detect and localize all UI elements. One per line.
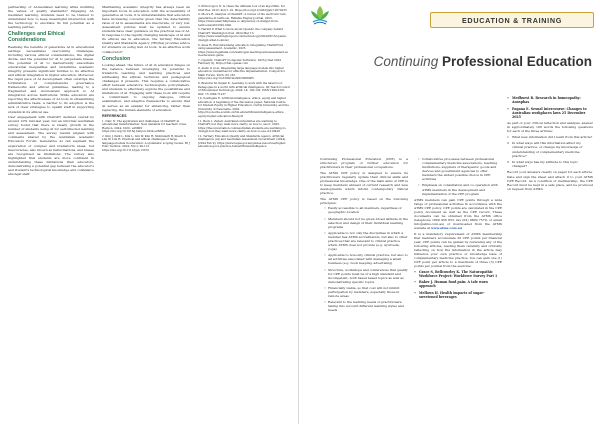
reference-item: 2. Kim J, Park L, Kim L, Lim W, Kim H, Mohinderh B, Sharit S, Lim W, Lim H. Practical and ethical challenges of large language models in education: A systematic scoping review. Br J Educ Technol. 2024; 55(1): 90-112. https://doi.org/10.1111/bjet.13370 [102, 133, 190, 152]
principle-item: • Structure, workshops and conferences that qualify for CPE points must be of a high standard and incompetent, both based based topics as well as demonstrating specific topics [324, 268, 408, 284]
conclusion-paragraph: Looking ahead, the future of AI in education hinges on the balance between leveraging its potential to transform teaching and learning practices and addressing the ethical, technical, and pedagogical challenges it presents. This requires a collaborative effort between educators, technologists, policymakers, and students to effectively explore the possibilities and limitations of AI. Engaging with these tools will require a commitment to ongoing dialogue, critical examination, and adaptive frameworks to ensure that AI serves as an enabler for enhancing, rather than replacing, the human elements of education. [102, 63, 190, 112]
principles-list-continued [414, 157, 502, 196]
title-continuing: Continuing [373, 54, 439, 69]
articles-list-continued [507, 96, 593, 119]
left-column-3 [198, 5, 290, 419]
conclusion-heading: Conclusion [102, 55, 131, 62]
reference-item: 11. Beck L. Zabell. Australian universities are warming to ChatGPT, but they want more clarity on how to use it. 2023. https://theconversation.com/australian-students-are-warming-to-chatgpt-but-they-want-more-clarity-on-how-to-use-it-218428 [198, 118, 287, 133]
principle-item: • Applicable to not only the disciplines in which a member has ATMS accreditation, but also to other practices that are relevant to clinical practice which ATMS does not provide (e.g. Ayurveda, yoga) [324, 231, 408, 251]
reference-item: 9. Brendon M, Kujam K. Learning to work with the latest tool: Pedagogies in a world with artificial intelligence. Int Teach Council of Educational Technology. 2024; 14: 100-120. ISSN:1994-5302 DOI: 15.1080-71237 [198, 81, 290, 96]
principle-item: • Applicable to non-only clinical practice, but also to all activities associated with managing a small business (e.g. book keeping, advertising) [324, 253, 408, 265]
references-list-b [198, 5, 290, 149]
question-item: 2 In what ways will this information affect my clinical practice, or change my knowledge or understanding of complementary medicine practice? [507, 141, 583, 158]
principle-item: • Collaborative processes between professional complementary medicine associations, teaching institutions, suppliers of therapeutic goods and devices and government agencies to offer members the widest possible choice in CPE activities [418, 157, 502, 181]
cpe-points-text: ATMS members can gain CPE points through a wide range of professional activities in accordance with the ATMS CPE policy. CPE points are calculated in the CPE policy document as well as the CPE record. These documents can be obtained from the ATMS office (telephone 1800 456 855, fax (02) 9809 7570, or email info@atms.com.au) or downloaded from the ATMS website at [414, 197, 502, 231]
cpe-principles-intro: The ATMS CPE policy is based on the following principles: [320, 196, 408, 205]
atms-logo-icon [310, 4, 330, 26]
reference-item: 1. Nair, N. The application and challenges of ChatGPT in educational transformation: New demands for teachers' roles. Heliyon. 2024; 10(6): e26809 https://doi.org/10.1016/j.heliyon.2024.e26809 [102, 118, 187, 134]
reference-item: 12. Tertiary Education Quality and Standards Agency. Artificial intelligence (AI) and Australian Assessment Government (2024). [2024 Feb 9]. https://www.teqsa.gov.au/guides-resources/higher-education-good-practice-hub/artificial-intelligence [198, 133, 287, 149]
challenges-paragraph-2: User engagement with ChatGPT declined overall by around 10% mid-last year, but an informal Australian survey found that there is steady growth in the number of students using AI for self-directed learning and assessment. The survey results aligned with comments shared by the Australian Academic Educators Forum. Generative AI can augment the exploration of complex and brainstorm ideas, but inaccuracies, also known as hallucinations, and biases are recognised as limitations. The survey also highlighted that students are more confident in understanding these limitations than educators, demonstrating a potential gap between the educator's and student's technological knowledge and confidence amongst staff. [8, 115, 94, 176]
question-item: 1 What new information did I learn from this article? [507, 134, 593, 139]
title-professional-education: Professional Education [441, 54, 592, 69]
article-item: • Mellows H. Health impacts of sugar-sweetened beverages [414, 291, 502, 299]
principles-list [320, 206, 408, 312]
principle-item: • Financially viable, so that cost will not inhibit participation by members, especially those in remote areas [324, 286, 408, 298]
cpe-policy-aim: The ATMS CPE policy is designed to ensure its practitioners regularly update their clinical skills and professional knowledge. One of the main aims of CPE is to keep members abreast of current research and new developments which inform contemporary clinical practice. [320, 170, 408, 195]
challenges-paragraph-1: Realising the benefits of generative AI in educational settings necessitates overcoming challenges, including various ethical considerations, the digital divide, and the potential for AI to perpetuate biases. The potential of AI to inadvertently exacerbate educational inequalities and undermine academic integrity presents significant hurdles to its effective and ethical integration in higher education. Moreover, the rapid pace of AI development often outstrips the formulation of comprehensive governance frameworks and ethical guidelines, leading to a fragmented and inconsistent approach to AI integration across institutions. While educators are reporting the effectiveness of AI tools in streamlining administrative tasks, a barrier to its adoption is the lack of clear strategies to upskill staff in supporting students in its ethical use. [8, 44, 94, 114]
article-item: • Baker J. Human food pain: A tale worn approach [414, 280, 502, 288]
record-instructions: Record your answers clearly on paper for each article. Date and sign the sheet and attach it to your ATMS CPE Record. As a condition of membership, the CPE Record must be kept in a safe place, and be produced on request from ATMS. [507, 170, 593, 191]
article-item: • Medhurst R. Research in homeopathy: Anosphas [507, 96, 593, 104]
principle-item: • Members should not be given broad latitude in the selection and design of their individual learning programs [324, 217, 408, 229]
section-header-education-training: EDUCATION & TRAINING [430, 12, 594, 28]
right-page [300, 0, 600, 424]
reference-item: 6. Abeé H. Revolutionising education: Integrating ChatGPT/AI using assessment. Academic. 2025. https://www.regeltalia.com/weblog/ai-teaching-and-assessment-ai-in-education-guide [198, 42, 289, 58]
left-page [0, 0, 299, 424]
reference-item: 8. Aiello G et al. Integrating large language models into higher education: Guidelines for effective implementation. Comput Sci Math Forum. 2023; 8(1):65. https://doi.org/10.3390/cmsf2023008065 [198, 65, 285, 81]
intro-paragraph: partnership of AI-mediated learning while instilling the values of quality standards? Engaging AI-mediated learning, students need to be trained to understand how to keep meaningful interaction with the technology to elucidate its full potential as a learning partner. [8, 5, 94, 30]
atms-website-link[interactable]: www.atms.com.au [431, 226, 463, 231]
cpe-points-info [414, 198, 502, 230]
left-column-1 [8, 5, 94, 419]
references-list-a [102, 120, 190, 153]
reflection-instructions: As part of your critical reflection and analysis, answer in approximately 100 words the following questions for each of the three articles: [507, 121, 593, 134]
articles-list [414, 270, 502, 299]
questions-list [507, 135, 593, 168]
right-column-3 [507, 96, 593, 419]
question-item: 3 In what ways has my attitude to this topic changed? [507, 160, 578, 169]
cpe-requirement: It is a mandatory requirement of ATMS membership that members accumulate 20 CPE points per financial year. CPE points can be gained by reviewing any of the following articles, reading them carefully and critically reflecting on how the information in the article may influence your own practice or knowledge base of complementary medicine practice. You can gain one (1) CPE point per article to a maximum of three (3) CPE points per journal from the exercise: [414, 231, 502, 269]
principle-item: • Easily accessible to all members, regardless of geographic location [324, 206, 408, 214]
challenges-heading: Challenges and Ethical Considerations [8, 31, 65, 44]
principle-item: • Relevant to the learning needs of practitioners, taking into account different learning styles and needs [324, 300, 408, 312]
article-item: • Grace S, Bellcourley K. The Naturopathic Workforce Project: Workforce Survey Part 1 [414, 270, 502, 278]
reference-item: 4. Moore R. Analysis of ChatGPT: A review of the electronic text-generative AI textbook. Reliable Engine Journal. 2023. https://www.anarchikpressa.co.uk/journey-of-chatgpt-from-textbooks/4013320.html [198, 12, 287, 27]
integrity-paragraph: Maintaining academic integrity has always been an important focus in education, with the accessibility of generative AI tools, it is understandable that educators have increasing concerns given that the detectability rates of AI in assessments are inaccurate, or very low. Assessment policies must be updated to ensure students have clear guidance on the practical use of AI. In response to the rapidly changing landscape of AI and its ethical use in education, the Tertiary Education Quality and Standards Agency (TEQSA) provides advice for students on using Gen AI tools. Is an effective work collaborator? [102, 5, 190, 54]
page-title [330, 54, 592, 70]
principle-item: • Emphasis on consultation and co-operation with ATMS members in the development and implementation of the CPE program [418, 183, 502, 195]
reference-item: 7. Opentdi. ChatGPT (Computer Software). 2025 [cited 2024 February 9]. https://chat.openai.com [198, 57, 281, 66]
article-item: • Pagana E. Sexual intercourse: Changes to Australian workplaces laws 25 December 2025 [507, 107, 593, 119]
right-column-2 [414, 157, 502, 419]
cpe-definition: Continuing Professional Education (CPE) is a structured program of further education for practitioners in their professional occupations. [320, 157, 408, 170]
reference-item: 10. Southgate E. Artificial intelligence, ethics, equity and higher education: A beginning of the discussion paper. National Centre for Student Equity in Higher Education, Curtin University, and the University of Newcastle. 2020. http://doi.de.fda.scsinfo.curtin.edu/artificial-intelligence-ethics-equity-higher-education-final.pdf [198, 96, 289, 118]
reference-item: 3. Primorogiov N. Is chess the ultimate tool of an algorithm. Sci Stud Res. 2012; 4(2):1-19. https://doi.org/10.5432/ijstr.12070235 [198, 5, 287, 12]
right-column-1 [320, 157, 408, 419]
references-heading: REFERENCES [102, 113, 127, 118]
left-column-2 [102, 5, 190, 419]
reference-item: 5. Hermit P. What to know about OpenAI, the company behind ChatGPT. Washington Post. 2024 Mar 13. https://www.washingtonpost.com/technology/2024/03/13/openai-chatgpt-what-to-know/ [198, 27, 287, 42]
